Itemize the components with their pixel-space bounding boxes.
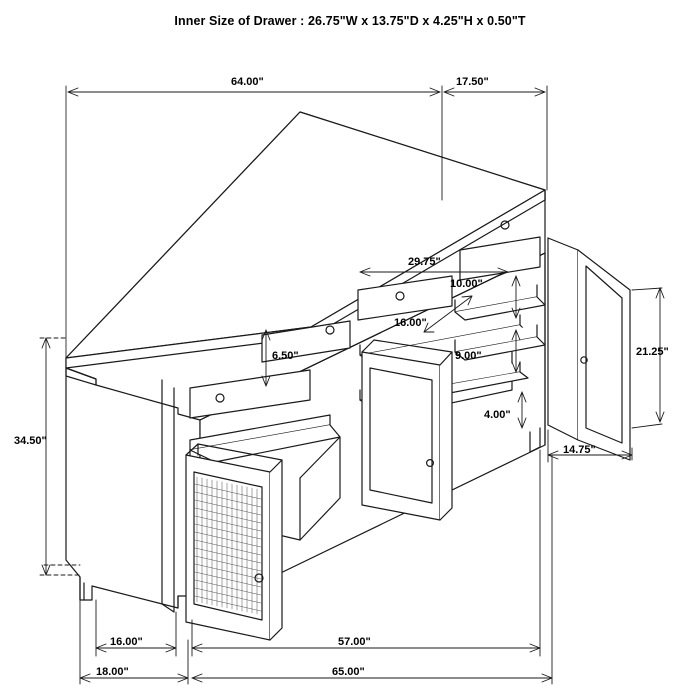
dim-left-drawer-height: 6.50" — [272, 350, 299, 362]
door-center — [362, 340, 452, 520]
dim-shelf-depth: 16.00" — [394, 317, 427, 329]
dim-shelf-gap-lower: 9.00" — [455, 350, 482, 362]
dim-left-base-width: 16.00" — [110, 636, 143, 648]
dim-drawer-inner-width: 29.75" — [408, 256, 441, 268]
dim-overall-width: 65.00" — [332, 666, 365, 678]
dim-door-right-height: 21.25" — [636, 346, 669, 358]
dim-shelf-gap-upper: 10.00" — [450, 278, 483, 290]
door-left-cane — [186, 444, 282, 640]
door-right — [548, 238, 630, 460]
dim-bottom-depth-left: 18.00" — [96, 666, 129, 678]
dim-top-width: 64.00" — [231, 76, 264, 88]
page-title: Inner Size of Drawer : 26.75"W x 13.75"D x 4.25"H x 0.50"T — [174, 14, 526, 28]
dim-overall-height: 34.50" — [14, 435, 47, 447]
dim-top-right: 17.50" — [456, 76, 489, 88]
cabinet-left-side — [66, 368, 200, 612]
dim-base-clearance: 4.00" — [484, 409, 511, 421]
dim-right-depth: 14.75" — [563, 444, 596, 456]
dim-front-width: 57.00" — [338, 636, 371, 648]
